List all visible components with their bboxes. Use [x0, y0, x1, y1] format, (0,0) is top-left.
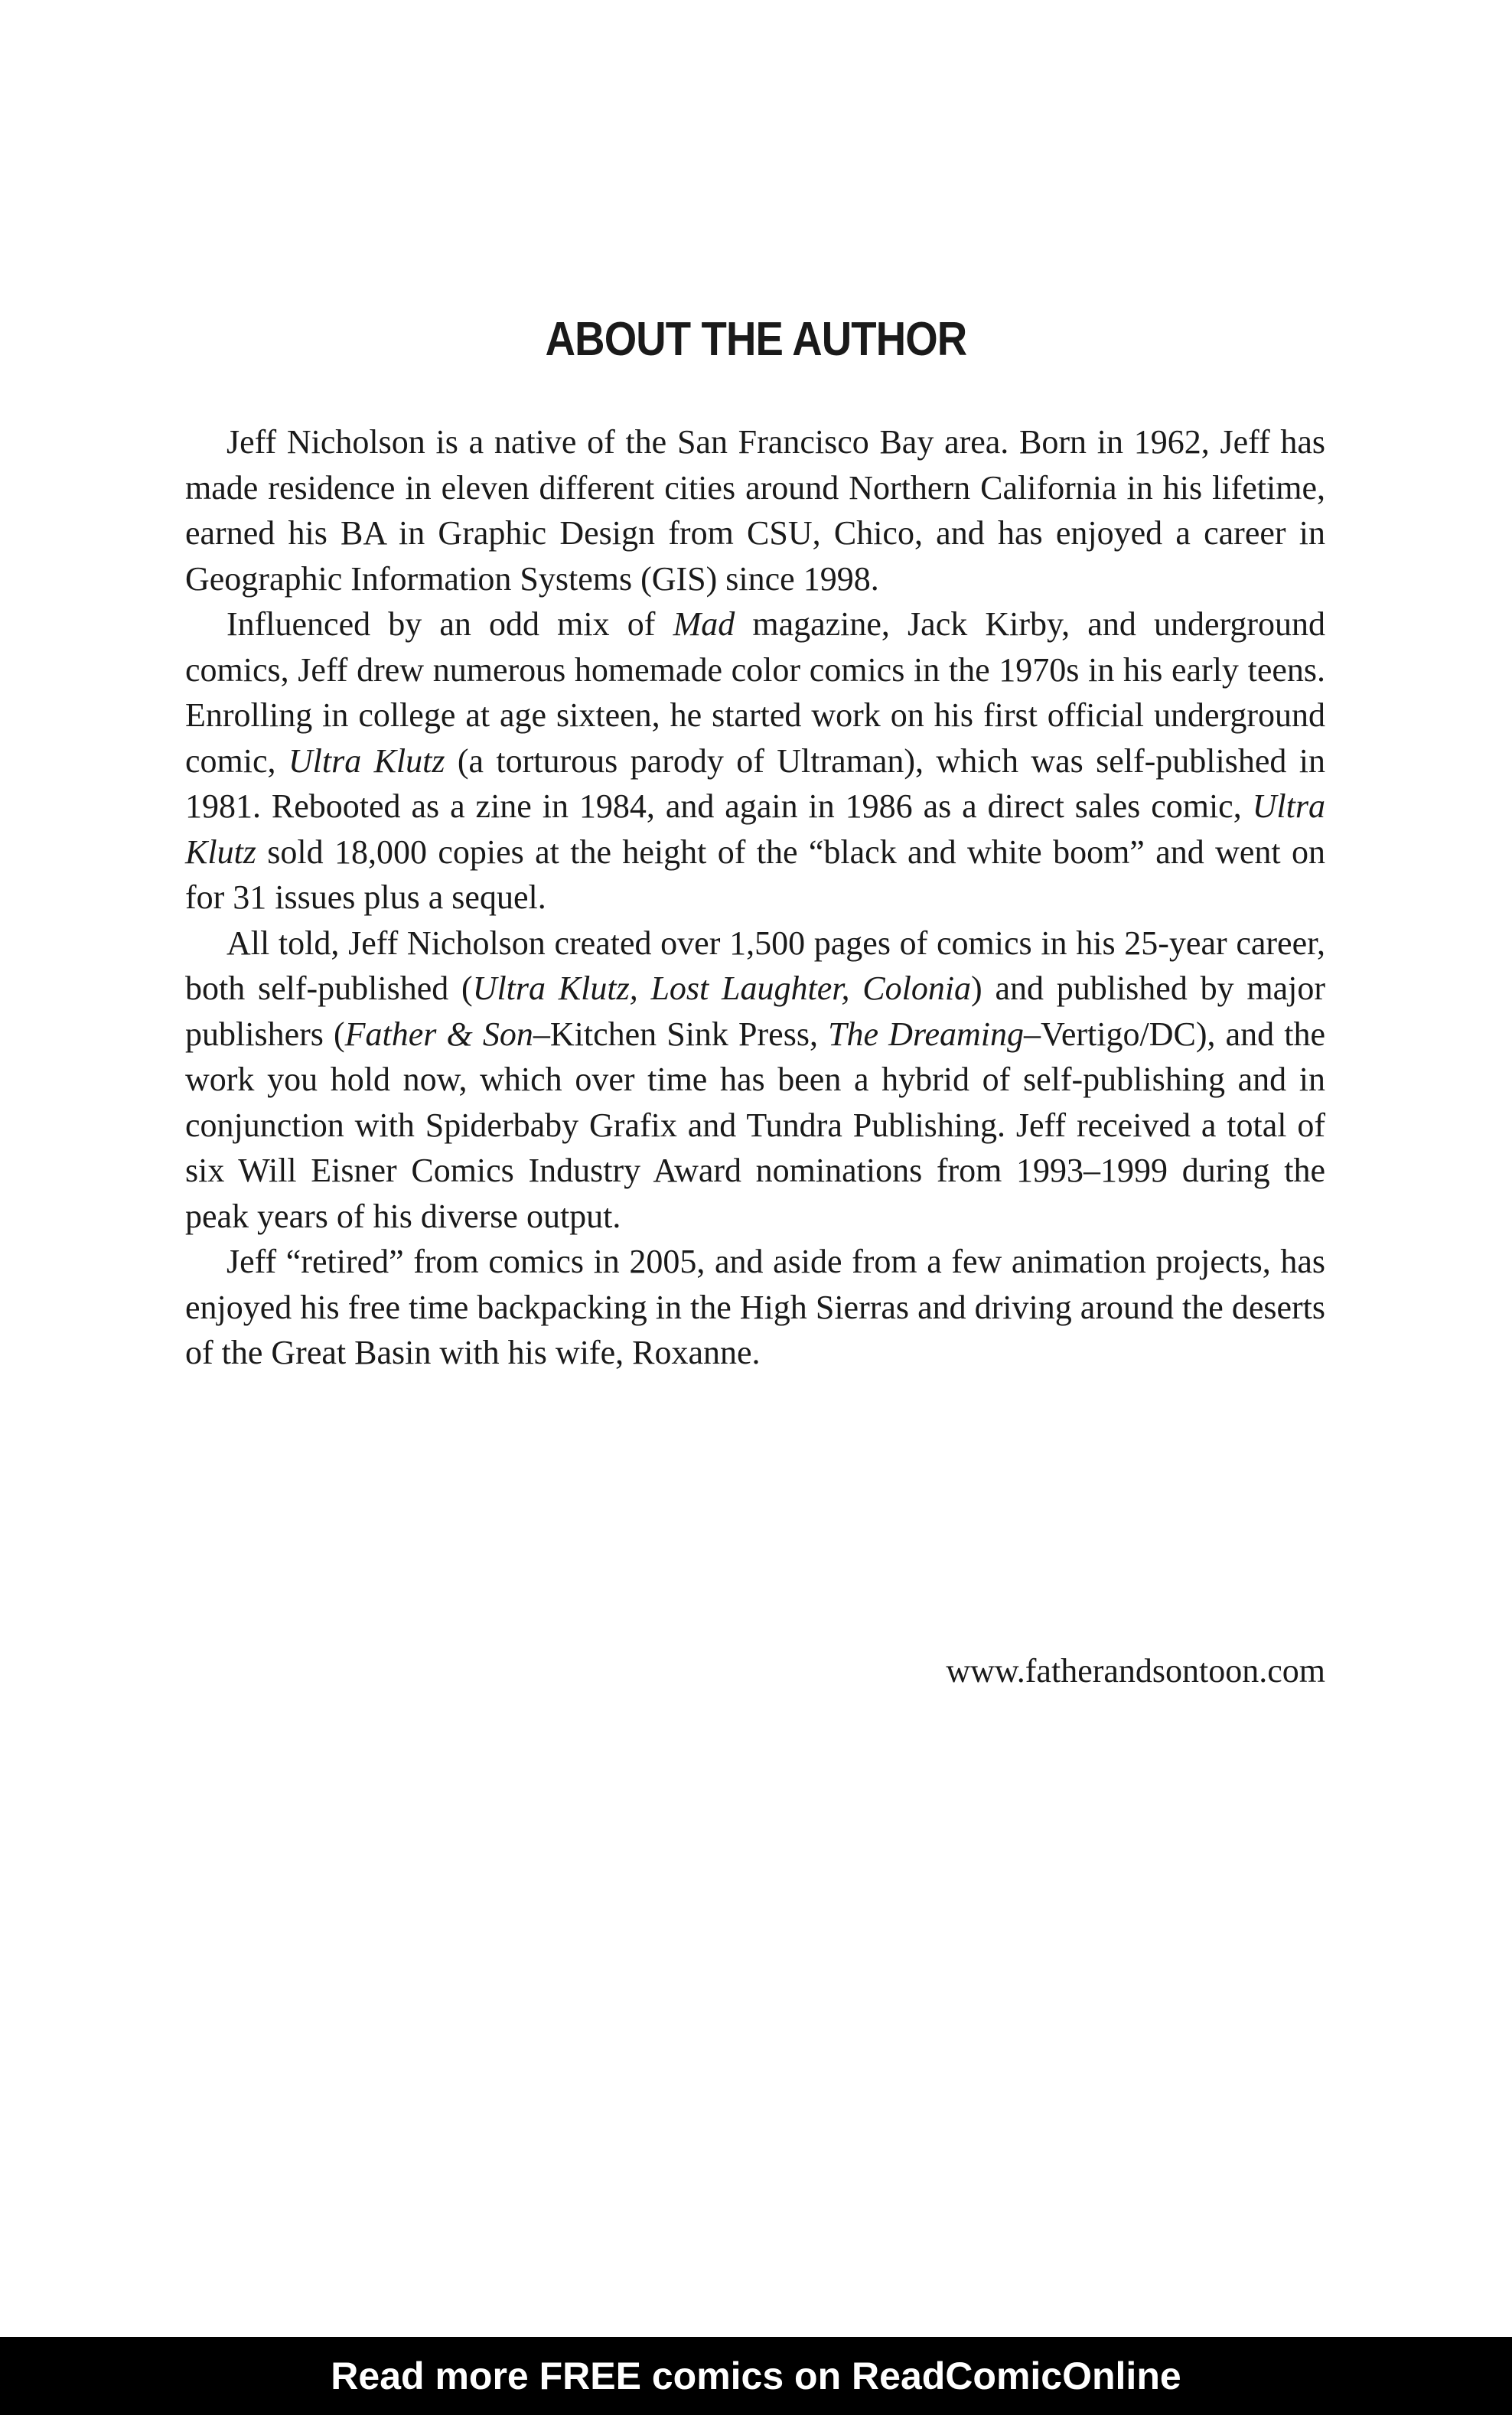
bio-text-segment: Jeff “retired” from comics in 2005, and aside from a few animation projects, has enjoyed his free time backpacking in the High Sierras and driving around the deserts of the Great Basin with his wife, Roxanne. — [185, 1243, 1325, 1371]
page-title: ABOUT THE AUTHOR — [545, 313, 967, 366]
bio-text-segment: Influenced by an odd mix of — [226, 605, 673, 643]
bio-text-segment: All told, Jeff Nicholson created over 1,500 pages of comics in his 25-year career, both self-published ( — [185, 924, 1325, 1007]
bio-paragraph-1 — [185, 419, 1325, 601]
bio-italic-title: Ultra Klutz — [185, 787, 1325, 871]
bio-italic-title: Ultra Klutz, Lost Laughter, Colonia — [472, 970, 972, 1007]
bio-paragraph-2 — [185, 601, 1325, 921]
bio-text-segment: Jeff Nicholson is a native of the San Francisco Bay area. Born in 1962, Jeff has made residence in eleven different cities around Northern California in his lifetime, earned his BA in Graphic Design from CSU, Chico, and has enjoyed a career in Geographic Information Systems (GIS) since 1998. — [185, 423, 1325, 598]
bio-text-segment: –Kitchen Sink Press, — [533, 1015, 829, 1053]
bio-text-segment: (a torturous parody of Ultraman), which was self-published in 1981. Rebooted as a zine in 1984, and again in 1986 as a direct sales comic, — [185, 741, 1325, 825]
bio-text-segment: sold 18,000 copies at the height of the “black and white boom” and went on for 31 issues plus a sequel. — [185, 833, 1325, 916]
promo-banner — [0, 2337, 1512, 2415]
bio-text-segment: magazine, Jack Kirby, and underground comics, Jeff drew numerous homemade color comics in the 1970s in his early teens. Enrolling in college at age sixteen, he started work on his first official underground comic, — [185, 605, 1325, 780]
bio-italic-title: Mad — [673, 605, 735, 643]
promo-banner-text: Read more FREE comics on ReadComicOnline — [331, 2355, 1181, 2397]
bio-italic-title: The Dreaming — [828, 1015, 1024, 1053]
bio-text-segment: –Vertigo/DC), and the work you hold now, which over time has been a hybrid of self-publishing and in conjunction with Spiderbaby Grafix and Tundra Publishing. Jeff received a total of six Will Eisner Comics Industry Award nominations from 1993–1999 during the peak years of his diverse output. — [185, 1015, 1325, 1235]
author-bio — [185, 419, 1325, 1376]
bio-text-segment: ) and published by major publishers ( — [185, 970, 1325, 1053]
bio-paragraph-4 — [185, 1239, 1325, 1376]
author-website: www.fatherandsontoon.com — [946, 1652, 1325, 1690]
bio-italic-title: Father & Son — [344, 1015, 533, 1053]
bio-italic-title: Ultra Klutz — [288, 741, 445, 780]
bio-paragraph-3 — [185, 921, 1325, 1240]
